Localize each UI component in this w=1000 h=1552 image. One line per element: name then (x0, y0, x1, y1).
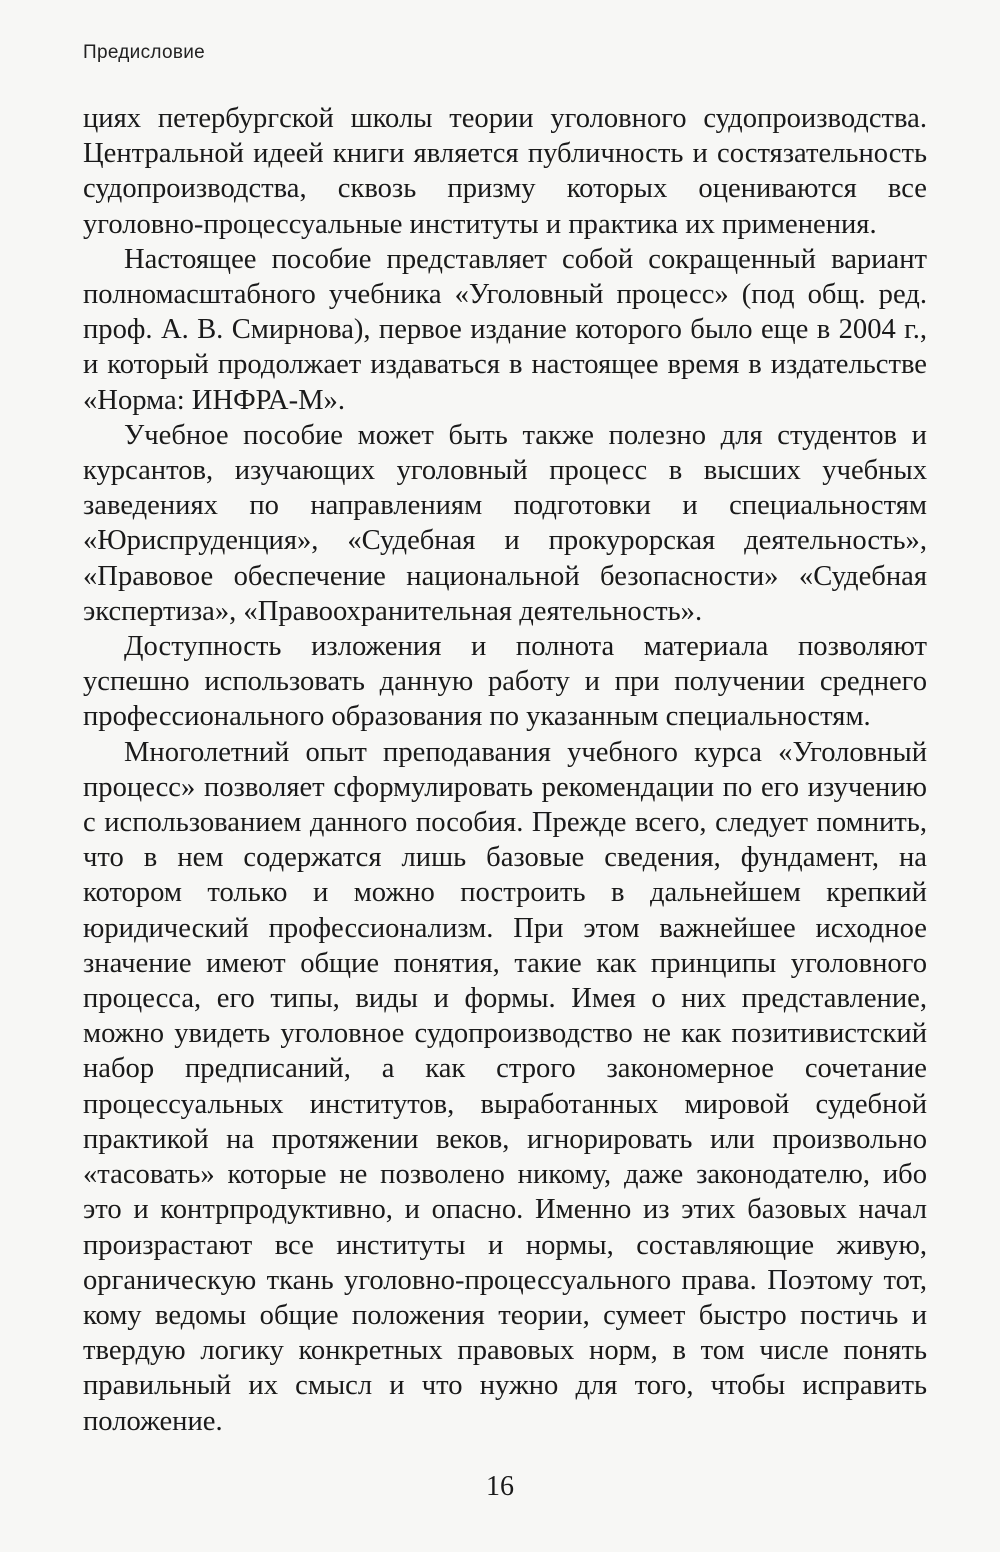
paragraph: Многолетний опыт преподавания учебного курса «Уголовный процесс» позволяет сформулировать рекомендации по его изучению с использованием данного пособия. Прежде всего, следует помнить, что в нем содержатся лишь базовые сведения, фундамент, на котором только и можно построить в дальнейшем крепкий юридический профессионализм. При этом важнейшее исходное значение имеют общие понятия, такие как принципы уголовного процесса, его типы, виды и формы. Имея о них представление, можно увидеть уголовное судопроизводство не как позитивистский набор предписаний, а как строго закономерное сочетание процессуальных институтов, выработанных мировой судебной практикой на протяжении веков, игнорировать или произвольно «тасовать» которые не позволено никому, даже законодателю, ибо это и контрпродуктивно, и опасно. Именно из этих базовых начал произрастают все институты и нормы, составляющие живую, органическую ткань уголовно-процессуального права. Поэтому тот, кому ведомы общие положения теории, сумеет быстро постичь и твердую логику конкретных правовых норм, в том числе понять правильный их смысл и что нужно для того, чтобы исправить положение. (83, 736, 927, 1437)
paragraph: Доступность изложения и полнота материала позволяют успешно использовать данную работу и при получении среднего профессионального образования по указанным специальностям. (83, 631, 927, 733)
paragraph: Настоящее пособие представляет собой сокращенный вариант полномасштабного учебника «Уголовный процесс» (под общ. ред. проф. А. В. Смирнова), первое издание которого было еще в 2004 г., и который продолжает издаваться в настоящее время в издательстве «Норма: ИНФРА-М». (83, 243, 927, 416)
paragraph-continuation: циях петербургской школы теории уголовного судопроизводства. Центральной идеей книги является публичность и состязательность судопроизводства, сквозь призму которых оцениваются все уголовно-процессуальные институты и практика их применения. (83, 103, 927, 240)
page-number: 16 (486, 1471, 514, 1502)
body-text (83, 101, 927, 1439)
running-head: Предисловие (83, 42, 206, 63)
paragraph: Учебное пособие может быть также полезно для студентов и курсантов, изучающих уголовный процесс в высших учебных заведениях по направлениям подготовки и специальностям «Юриспруденция», «Судебная и прокурорская деятельность», «Правовое обеспечение национальной безопасности» «Судебная экспертиза», «Правоохранительная деятельность». (83, 419, 927, 627)
